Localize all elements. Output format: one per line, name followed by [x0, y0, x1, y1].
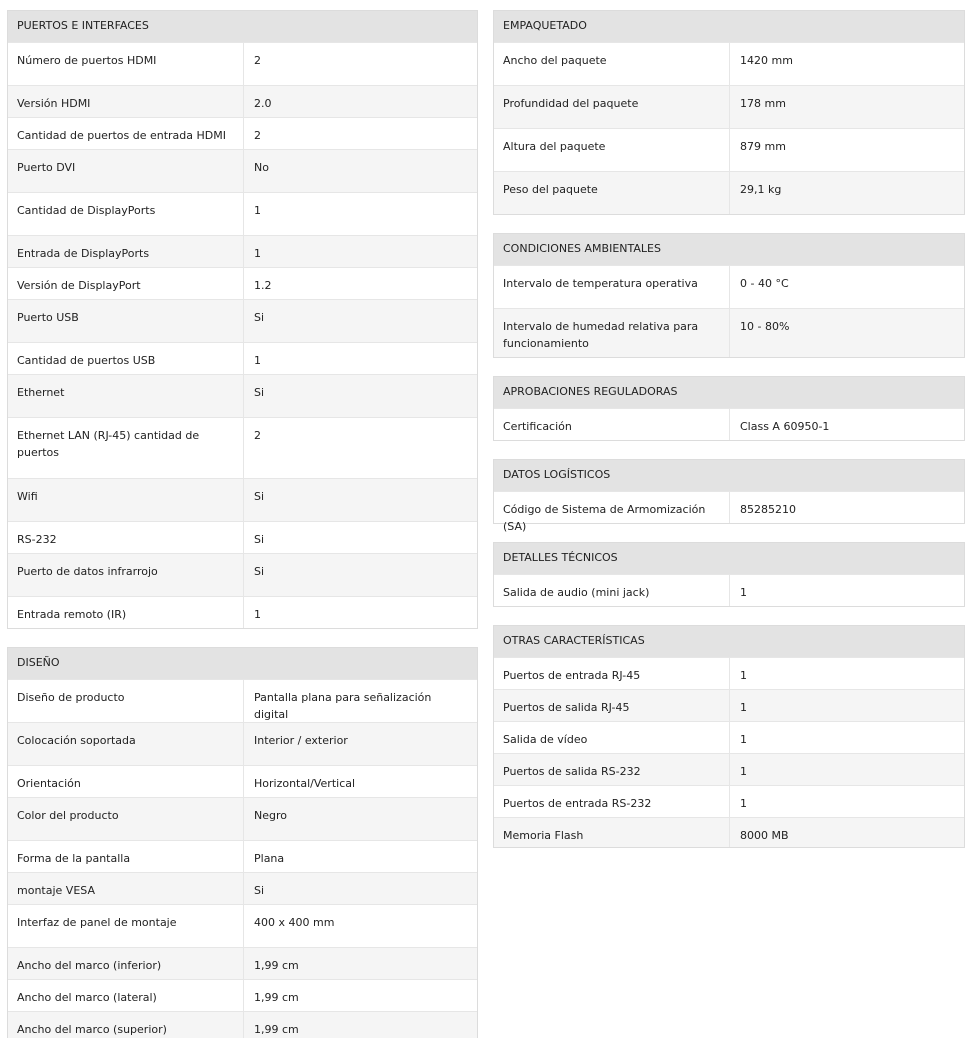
spec-row	[8, 840, 477, 872]
section-header: DISEÑO	[8, 648, 477, 679]
spec-value: 1	[254, 204, 261, 217]
spec-value: 1	[740, 733, 747, 746]
spec-label: Puerto DVI	[8, 150, 244, 192]
spec-value: 2.0	[254, 97, 272, 110]
spec-value: 10 - 80%	[740, 320, 790, 333]
spec-label: montaje VESA	[8, 873, 244, 904]
spec-label: Versión de DisplayPort	[8, 268, 244, 299]
spec-label: RS-232	[8, 522, 244, 553]
spec-section-detalles-tecnicos	[493, 542, 965, 607]
spec-row	[8, 267, 477, 299]
spec-label: Cantidad de puertos de entrada HDMI	[8, 118, 244, 149]
left-column	[7, 10, 478, 1038]
spec-value: 8000 MB	[740, 829, 789, 842]
spec-row	[8, 722, 477, 765]
spec-value: Si	[254, 490, 265, 503]
spec-row	[494, 308, 964, 357]
spec-section-diseno	[7, 647, 478, 1038]
spec-label: Entrada de DisplayPorts	[8, 236, 244, 267]
spec-row	[494, 753, 964, 785]
spec-row	[8, 374, 477, 417]
spec-label: Intervalo de temperatura operativa	[494, 266, 730, 308]
spec-row	[494, 491, 964, 533]
spec-value: 2	[254, 54, 261, 67]
spec-label: Profundidad del paquete	[494, 86, 730, 128]
spec-label: Interfaz de panel de montaje	[8, 905, 244, 947]
spec-row	[8, 342, 477, 374]
spec-value: Interior / exterior	[254, 734, 348, 747]
spec-label: Forma de la pantalla	[8, 841, 244, 872]
spec-row	[8, 872, 477, 904]
spec-label: Puertos de entrada RS-232	[494, 786, 730, 817]
spec-row	[494, 408, 964, 440]
spec-value: Plana	[254, 852, 285, 865]
spec-row	[494, 171, 964, 214]
spec-label: Ethernet LAN (RJ-45) cantidad de puertos	[8, 418, 244, 478]
spec-value: 1	[740, 669, 747, 682]
spec-value: 1,99 cm	[254, 959, 299, 972]
section-header: PUERTOS E INTERFACES	[8, 11, 477, 42]
spec-row	[8, 553, 477, 596]
spec-value: 29,1 kg	[740, 183, 782, 196]
spec-row	[494, 689, 964, 721]
spec-section-otras-caracteristicas	[493, 625, 965, 848]
spec-row	[8, 192, 477, 235]
spec-row	[494, 128, 964, 171]
spec-label: Certificación	[494, 409, 730, 440]
spec-label: Puertos de salida RJ-45	[494, 690, 730, 721]
spec-label: Peso del paquete	[494, 172, 730, 214]
spec-value: 2	[254, 129, 261, 142]
spec-label: Orientación	[8, 766, 244, 797]
spec-value: Negro	[254, 809, 287, 822]
section-header: DETALLES TÉCNICOS	[494, 543, 964, 574]
spec-value: 2	[254, 429, 261, 442]
spec-label: Puertos de salida RS-232	[494, 754, 730, 785]
spec-label: Diseño de producto	[8, 680, 244, 722]
spec-label: Ancho del marco (superior)	[8, 1012, 244, 1038]
spec-label: Puerto USB	[8, 300, 244, 342]
spec-section-datos-logisticos	[493, 459, 965, 533]
spec-value: 178 mm	[740, 97, 786, 110]
spec-section-condiciones-ambientales	[493, 233, 965, 358]
spec-value: 1	[740, 701, 747, 714]
spec-value: 1	[254, 247, 261, 260]
spec-section-aprobaciones-reguladoras	[493, 376, 965, 441]
spec-section-empaquetado	[493, 10, 965, 215]
spec-row	[494, 657, 964, 689]
section-header: OTRAS CARACTERÍSTICAS	[494, 626, 964, 657]
section-header: CONDICIONES AMBIENTALES	[494, 234, 964, 265]
spec-value: 1	[254, 608, 261, 621]
spec-value: 0 - 40 °C	[740, 277, 789, 290]
spec-row	[8, 42, 477, 85]
spec-row	[8, 979, 477, 1011]
spec-row	[8, 521, 477, 553]
spec-label: Memoria Flash	[494, 818, 730, 847]
spec-row	[494, 85, 964, 128]
spec-value: 1	[254, 354, 261, 367]
spec-label: Ethernet	[8, 375, 244, 417]
spec-value: 1	[740, 797, 747, 810]
spec-row	[8, 797, 477, 840]
spec-value: 1	[740, 586, 747, 599]
spec-row	[8, 947, 477, 979]
spec-value: 1,99 cm	[254, 1023, 299, 1036]
section-header: APROBACIONES REGULADORAS	[494, 377, 964, 408]
spec-value: 85285210	[740, 503, 796, 516]
spec-value: Si	[254, 884, 265, 897]
spec-row	[494, 574, 964, 606]
spec-label: Wifi	[8, 479, 244, 521]
spec-value: 879 mm	[740, 140, 786, 153]
spec-value: Horizontal/Vertical	[254, 777, 356, 790]
spec-row	[8, 117, 477, 149]
section-header: DATOS LOGÍSTICOS	[494, 460, 964, 491]
spec-value: 400 x 400 mm	[254, 916, 335, 929]
spec-row	[8, 1011, 477, 1038]
spec-row	[8, 765, 477, 797]
spec-label: Puerto de datos infrarrojo	[8, 554, 244, 596]
spec-row	[8, 904, 477, 947]
spec-row	[494, 817, 964, 847]
spec-label: Altura del paquete	[494, 129, 730, 171]
spec-value: Class A 60950-1	[740, 420, 830, 433]
spec-row	[8, 478, 477, 521]
spec-value: Pantalla plana para señalización digital	[254, 691, 432, 721]
spec-row	[494, 721, 964, 753]
spec-row	[8, 596, 477, 628]
spec-row	[494, 42, 964, 85]
spec-label: Salida de vídeo	[494, 722, 730, 753]
spec-value: Si	[254, 533, 265, 546]
spec-value: Si	[254, 386, 265, 399]
right-column	[493, 10, 965, 866]
spec-section-puertos-e-interfaces	[7, 10, 478, 629]
spec-row	[8, 149, 477, 192]
spec-value: 1.2	[254, 279, 272, 292]
spec-label: Versión HDMI	[8, 86, 244, 117]
spec-row	[8, 235, 477, 267]
section-header: EMPAQUETADO	[494, 11, 964, 42]
spec-label: Salida de audio (mini jack)	[494, 575, 730, 606]
spec-label: Ancho del paquete	[494, 43, 730, 85]
spec-label: Puertos de entrada RJ-45	[494, 658, 730, 689]
spec-row	[494, 785, 964, 817]
spec-value: 1,99 cm	[254, 991, 299, 1004]
spec-value: 1	[740, 765, 747, 778]
spec-row	[8, 85, 477, 117]
spec-value: 1420 mm	[740, 54, 793, 67]
spec-row	[494, 265, 964, 308]
spec-label: Intervalo de humedad relativa para funcionamiento	[494, 309, 730, 357]
spec-row	[8, 299, 477, 342]
spec-label: Entrada remoto (IR)	[8, 597, 244, 628]
spec-label: Colocación soportada	[8, 723, 244, 765]
spec-value: Si	[254, 311, 265, 324]
spec-label: Código de Sistema de Armomización (SA)	[494, 492, 730, 523]
spec-label: Número de puertos HDMI	[8, 43, 244, 85]
spec-row	[8, 417, 477, 478]
spec-label: Cantidad de puertos USB	[8, 343, 244, 374]
spec-value: No	[254, 161, 269, 174]
spec-value: Si	[254, 565, 265, 578]
spec-label: Color del producto	[8, 798, 244, 840]
spec-row	[8, 679, 477, 722]
spec-label: Cantidad de DisplayPorts	[8, 193, 244, 235]
spec-label: Ancho del marco (inferior)	[8, 948, 244, 979]
spec-label: Ancho del marco (lateral)	[8, 980, 244, 1011]
